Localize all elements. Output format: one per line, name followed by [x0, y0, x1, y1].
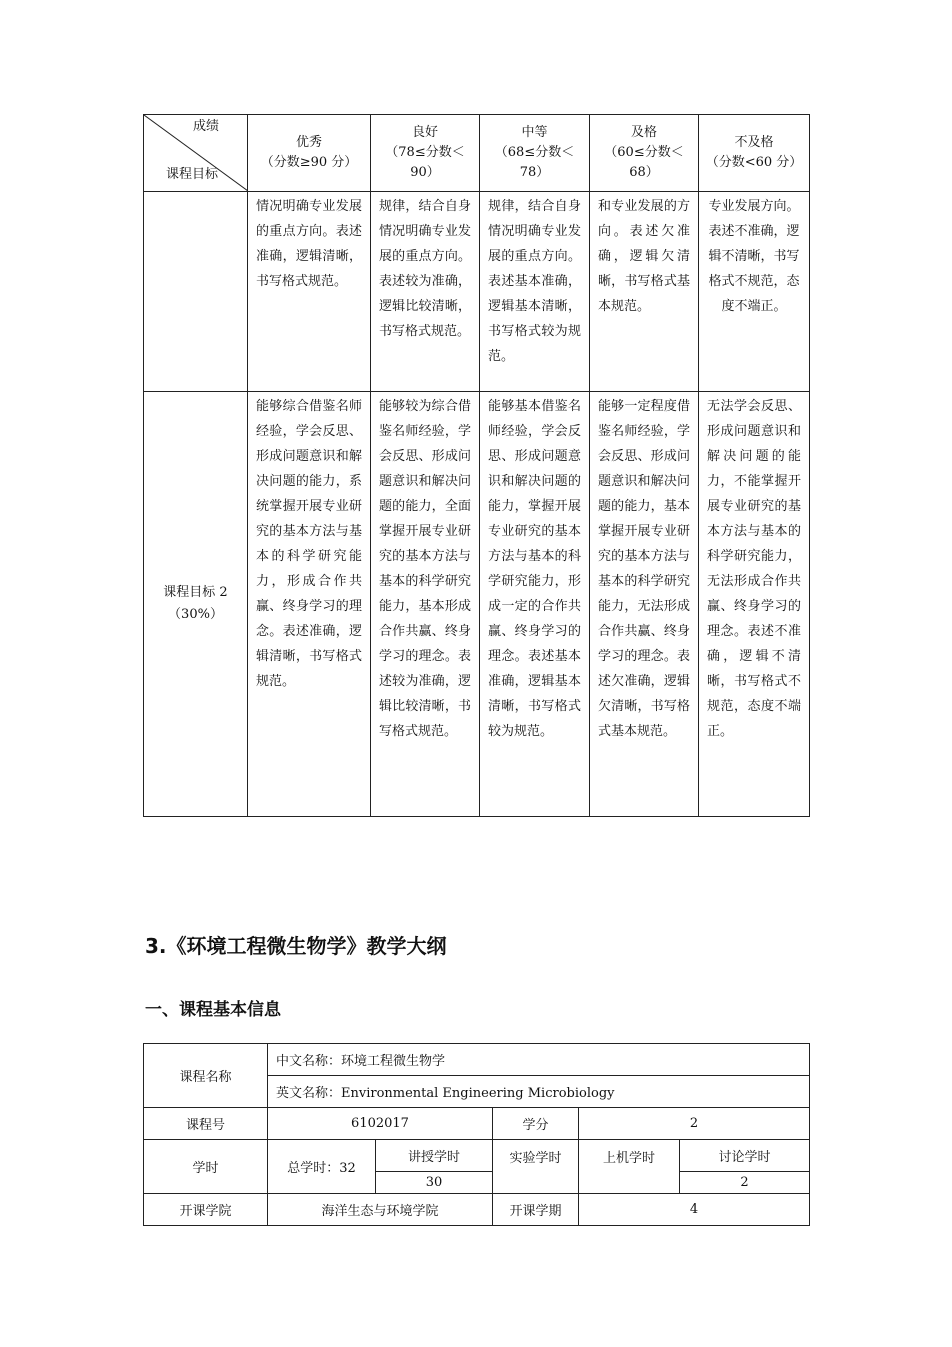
header-range: （60≤分数＜68） — [604, 145, 684, 180]
rubric-header-row — [144, 115, 810, 192]
criteria-fail: 无法学会反思、形成问题意识和解决问题的能力，不能掌握开展专业研究的基本方法与基本的科学研究能力，无法形成合作共赢、终身学习的理念。表述不准确，逻辑不清晰，书写格式不规范，态度不端正。 — [699, 392, 810, 817]
hours-header-row — [144, 1140, 810, 1172]
header-fail — [699, 115, 810, 192]
term-value: 4 — [579, 1194, 810, 1226]
course-number-label: 课程号 — [144, 1108, 268, 1140]
college-row — [144, 1194, 810, 1226]
college-label: 开课学院 — [144, 1194, 268, 1226]
total-hours: 总学时：32 — [268, 1140, 376, 1194]
criteria-medium: 规律，结合自身情况明确专业发展的重点方向。表述基本准确，逻辑基本清晰，书写格式较为规范。 — [480, 192, 590, 392]
rubric-row-continued — [144, 192, 810, 392]
term-label: 开课学期 — [493, 1194, 579, 1226]
goal-cell-empty — [144, 192, 248, 392]
header-good — [371, 115, 480, 192]
criteria-good: 能够较为综合借鉴名师经验，学会反思、形成问题意识和解决问题的能力，全面掌握开展专业研究的基本方法与基本的科学研究能力，基本形成合作共赢、终身学习的理念。表述较为准确，逻辑比较清晰，书写格式规范。 — [371, 392, 480, 817]
course-name-cn: 中文名称：环境工程微生物学 — [268, 1044, 810, 1076]
discussion-hours-value: 2 — [680, 1172, 810, 1194]
college-value: 海洋生态与环境学院 — [268, 1194, 493, 1226]
criteria-excellent: 能够综合借鉴名师经验，学会反思、形成问题意识和解决问题的能力，系统掌握开展专业研究的基本方法与基本的科学研究能力，形成合作共赢、终身学习的理念。表述准确，逻辑清晰，书写格式规范。 — [248, 392, 371, 817]
credit-label: 学分 — [493, 1108, 579, 1140]
goal-weight: （30%） — [168, 607, 223, 622]
criteria-good: 规律，结合自身情况明确专业发展的重点方向。表述较为准确，逻辑比较清晰，书写格式规范。 — [371, 192, 480, 392]
rubric-row-goal-2 — [144, 392, 810, 817]
grading-rubric-table — [143, 114, 810, 817]
header-range: （分数≥90 分） — [260, 155, 358, 170]
lecture-hours-value: 30 — [376, 1172, 493, 1194]
criteria-pass: 和专业发展的方向。表述欠准确，逻辑欠清晰，书写格式基本规范。 — [590, 192, 699, 392]
credit-value: 2 — [579, 1108, 810, 1140]
header-name: 中等 — [521, 125, 548, 140]
corner-label-goal: 课程目标 — [166, 167, 219, 182]
section-title: 3.《环境工程微生物学》教学大纲 — [145, 934, 447, 958]
header-pass — [590, 115, 699, 192]
discussion-hours-label: 讨论学时 — [680, 1140, 810, 1172]
header-range: （78≤分数＜90） — [385, 145, 465, 180]
criteria-fail: 专业发展方向。表述不准确，逻辑不清晰，书写格式不规范，态度不端正。 — [699, 192, 810, 392]
goal-cell — [144, 392, 248, 817]
lab-hours-label: 实验学时 — [493, 1140, 579, 1194]
course-name-label: 课程名称 — [144, 1044, 268, 1108]
goal-name: 课程目标 2 — [163, 585, 228, 600]
rubric-corner-cell — [144, 115, 248, 192]
criteria-excellent: 情况明确专业发展的重点方向。表述准确，逻辑清晰，书写格式规范。 — [248, 192, 371, 392]
header-name: 良好 — [411, 125, 438, 140]
header-name: 优秀 — [295, 135, 322, 150]
header-range: （68≤分数＜78） — [494, 145, 575, 180]
course-number-row — [144, 1108, 810, 1140]
header-range: （分数<60 分） — [705, 155, 803, 170]
corner-label-grade: 成绩 — [192, 119, 219, 134]
course-name-row-cn — [144, 1044, 810, 1076]
hours-label: 学时 — [144, 1140, 268, 1194]
header-excellent — [248, 115, 371, 192]
course-number-value: 6102017 — [268, 1108, 493, 1140]
criteria-medium: 能够基本借鉴名师经验，学会反思、形成问题意识和解决问题的能力，掌握开展专业研究的基本方法与基本的科学研究能力，形成一定的合作共赢、终身学习的理念。表述基本准确，逻辑基本清晰，书写格式较为规范。 — [480, 392, 590, 817]
header-medium — [480, 115, 590, 192]
computer-hours-label: 上机学时 — [579, 1140, 680, 1194]
course-info-table — [143, 1043, 810, 1226]
header-name: 不及格 — [734, 135, 774, 150]
criteria-pass: 能够一定程度借鉴名师经验，学会反思、形成问题意识和解决问题的能力，基本掌握开展专业研究的基本方法与基本的科学研究能力，无法形成合作共赢、终身学习的理念。表述欠准确，逻辑欠清晰，书写格式基本规范。 — [590, 392, 699, 817]
subsection-title: 一、课程基本信息 — [145, 1000, 281, 1020]
course-name-en: 英文名称：Environmental Engineering Microbiology — [268, 1076, 810, 1108]
header-name: 及格 — [630, 125, 657, 140]
lecture-hours-label: 讲授学时 — [376, 1140, 493, 1172]
